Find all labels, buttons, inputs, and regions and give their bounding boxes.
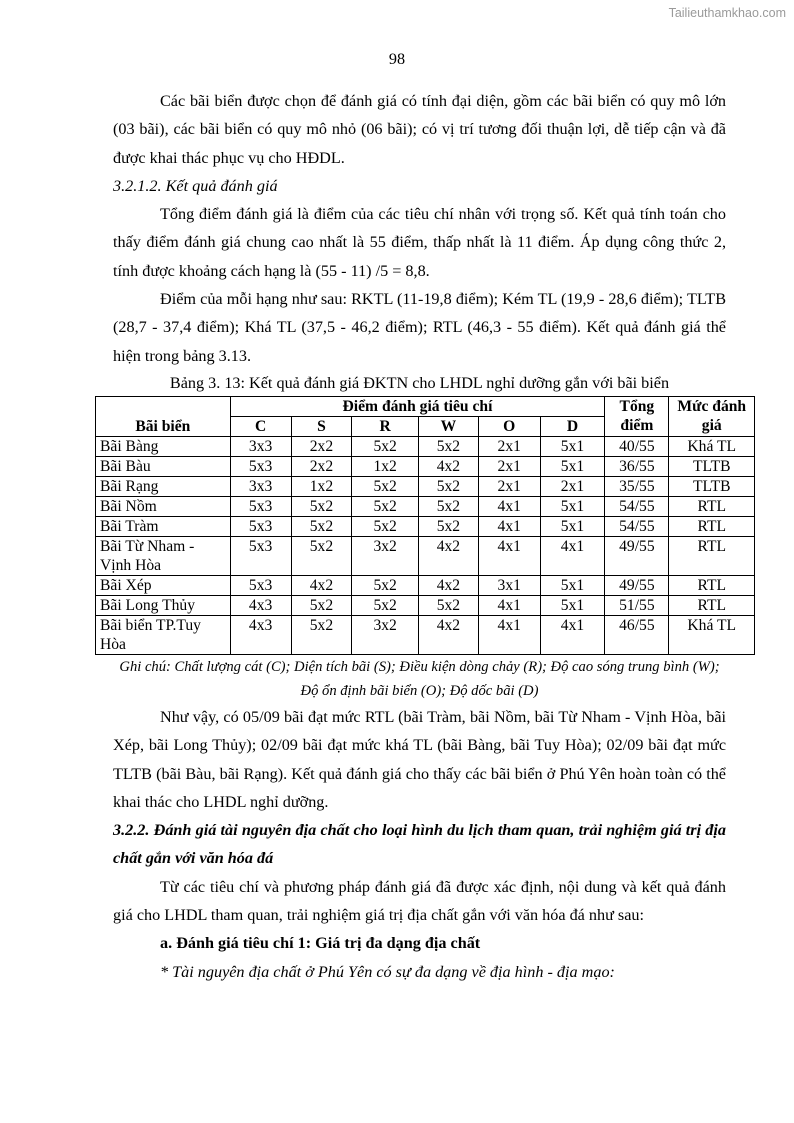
total-cell: 40/55	[605, 436, 669, 456]
score-cell: 5x2	[291, 516, 352, 536]
score-cell: 2x1	[478, 476, 540, 496]
score-cell: 5x2	[352, 595, 419, 615]
table-row	[96, 575, 755, 595]
score-cell: 5x2	[291, 496, 352, 516]
score-cell: 5x1	[540, 456, 605, 476]
total-cell: 49/55	[605, 575, 669, 595]
level-cell: TLTB	[669, 476, 755, 496]
score-cell: 5x2	[352, 575, 419, 595]
total-cell: 46/55	[605, 615, 669, 654]
header-total: Tổng điểm	[605, 396, 669, 436]
watermark: Tailieuthamkhao.com	[668, 6, 786, 20]
score-cell: 4x1	[540, 536, 605, 575]
score-cell: 4x2	[418, 615, 478, 654]
score-cell: 3x2	[352, 536, 419, 575]
paragraph-beach-selection: Các bãi biển được chọn để đánh giá có tính đại diện, gồm các bãi biển có quy mô lớn (03 bãi), các bãi biển có quy mô nhỏ (06 bãi); có vị trí tương đối thuận lợi, dễ tiếp cận và đã được khai thác phục vụ cho HĐDL.	[113, 92, 726, 167]
level-cell: RTL	[669, 595, 755, 615]
header-beach: Bãi biển	[96, 396, 231, 436]
subheading-criterion-1: a. Đánh giá tiêu chí 1: Giá trị đa dạng địa chất	[160, 934, 481, 953]
score-cell: 5x3	[230, 516, 291, 536]
table-row	[96, 595, 755, 615]
table-row	[96, 536, 755, 575]
table-body	[96, 436, 755, 654]
evaluation-table	[95, 396, 755, 655]
header-criterion-d: D	[540, 416, 605, 436]
score-cell: 5x1	[540, 595, 605, 615]
score-cell: 2x1	[478, 436, 540, 456]
table-row	[96, 615, 755, 654]
score-cell: 5x1	[540, 575, 605, 595]
score-cell: 3x1	[478, 575, 540, 595]
score-cell: 5x2	[352, 496, 419, 516]
score-cell: 5x2	[418, 595, 478, 615]
header-criterion-c: C	[230, 416, 291, 436]
score-cell: 2x2	[291, 456, 352, 476]
level-cell: RTL	[669, 575, 755, 595]
score-cell: 5x1	[540, 436, 605, 456]
level-cell: Khá TL	[669, 615, 755, 654]
beach-name-cell: Bãi Xép	[96, 575, 231, 595]
table-row	[96, 476, 755, 496]
score-cell: 5x1	[540, 516, 605, 536]
level-cell: TLTB	[669, 456, 755, 476]
score-cell: 4x3	[230, 615, 291, 654]
document-body	[100, 87, 747, 986]
score-cell: 1x2	[352, 456, 419, 476]
header-criterion-o: O	[478, 416, 540, 436]
score-cell: 4x1	[540, 615, 605, 654]
score-cell: 3x3	[230, 436, 291, 456]
score-cell: 5x2	[418, 476, 478, 496]
beach-name-cell: Bãi Bàng	[96, 436, 231, 456]
table-row	[96, 456, 755, 476]
total-cell: 54/55	[605, 516, 669, 536]
beach-name-cell: Bãi Rạng	[96, 476, 231, 496]
table-caption: Bảng 3. 13: Kết quả đánh giá ĐKTN cho LHDL nghỉ dưỡng gắn với bãi biển	[169, 373, 670, 392]
level-cell: Khá TL	[669, 436, 755, 456]
table-row	[96, 436, 755, 456]
table-row	[96, 516, 755, 536]
total-cell: 35/55	[605, 476, 669, 496]
beach-name-cell: Bãi biển TP.Tuy Hòa	[96, 615, 231, 654]
paragraph-conclusion: Như vậy, có 05/09 bãi đạt mức RTL (bãi Tràm, bãi Nồm, bãi Từ Nham - Vịnh Hòa, bãi Xép, bãi Long Thủy); 02/09 bãi đạt mức khá TL (bãi Bàng, bãi Tuy Hòa); 02/09 bãi đạt mức TLTB (bãi Bàu, bãi Rạng). Kết quả đánh giá cho thấy các bãi biển ở Phú Yên hoàn toàn có thể khai thác cho LHDL nghỉ dưỡng.	[113, 707, 726, 811]
beach-name-cell: Bãi Bàu	[96, 456, 231, 476]
paragraph-score-ranks: Điểm của mỗi hạng như sau: RKTL (11-19,8 điểm); Kém TL (19,9 - 28,6 điểm); TLTB (28,7 - 37,4 điểm); Khá TL (37,5 - 46,2 điểm); RTL (46,3 - 55 điểm). Kết quả đánh giá thể hiện trong bảng 3.13.	[113, 290, 726, 365]
table-row	[96, 496, 755, 516]
beach-name-cell: Bãi Tràm	[96, 516, 231, 536]
header-criterion-w: W	[418, 416, 478, 436]
header-criterion-r: R	[352, 416, 419, 436]
score-cell: 4x1	[478, 496, 540, 516]
score-cell: 5x1	[540, 496, 605, 516]
beach-name-cell: Bãi Nồm	[96, 496, 231, 516]
score-cell: 2x2	[291, 436, 352, 456]
level-cell: RTL	[669, 516, 755, 536]
score-cell: 4x2	[418, 575, 478, 595]
score-cell: 4x1	[478, 536, 540, 575]
beach-name-cell: Bãi Từ Nham - Vịnh Hòa	[96, 536, 231, 575]
table-header-row	[96, 396, 755, 416]
score-cell: 1x2	[291, 476, 352, 496]
score-cell: 4x2	[418, 456, 478, 476]
score-cell: 5x2	[291, 595, 352, 615]
score-cell: 5x2	[291, 536, 352, 575]
score-cell: 4x1	[478, 615, 540, 654]
score-cell: 4x1	[478, 516, 540, 536]
level-cell: RTL	[669, 496, 755, 516]
score-cell: 4x2	[418, 536, 478, 575]
score-cell: 5x2	[352, 516, 419, 536]
score-cell: 5x3	[230, 575, 291, 595]
score-cell: 4x2	[291, 575, 352, 595]
paragraph-criteria-intro: Từ các tiêu chí và phương pháp đánh giá đã được xác định, nội dung và kết quả đánh giá cho LHDL tham quan, trải nghiệm giá trị địa chất gắn với văn hóa đá như sau:	[113, 877, 726, 925]
beach-name-cell: Bãi Long Thủy	[96, 595, 231, 615]
total-cell: 51/55	[605, 595, 669, 615]
score-cell: 5x2	[418, 516, 478, 536]
score-cell: 4x3	[230, 595, 291, 615]
section-heading-3-2-1-2: 3.2.1.2. Kết quả đánh giá	[113, 176, 278, 195]
paragraph-total-score: Tổng điểm đánh giá là điểm của các tiêu chí nhân với trọng số. Kết quả tính toán cho thấy điểm đánh giá chung cao nhất là 55 điểm, thấp nhất là 11 điểm. Áp dụng công thức 2, tính được khoảng cách hạng là (55 - 11) /5 = 8,8.	[113, 205, 726, 280]
note-geology-diversity: * Tài nguyên địa chất ở Phú Yên có sự đa dạng về địa hình - địa mạo:	[160, 962, 615, 981]
page-number: 98	[388, 50, 406, 68]
header-criterion-s: S	[291, 416, 352, 436]
score-cell: 5x3	[230, 456, 291, 476]
score-cell: 5x2	[352, 476, 419, 496]
total-cell: 54/55	[605, 496, 669, 516]
header-level: Mức đánh giá	[669, 396, 755, 436]
total-cell: 49/55	[605, 536, 669, 575]
score-cell: 3x3	[230, 476, 291, 496]
score-cell: 5x2	[418, 496, 478, 516]
score-cell: 4x1	[478, 595, 540, 615]
section-heading-3-2-2: 3.2.2. Đánh giá tài nguyên địa chất cho loại hình du lịch tham quan, trải nghiệm giá trị địa chất gắn với văn hóa đá	[113, 821, 726, 868]
total-cell: 36/55	[605, 456, 669, 476]
score-cell: 5x2	[291, 615, 352, 654]
score-cell: 2x1	[478, 456, 540, 476]
table-note: Ghi chú: Chất lượng cát (C); Diện tích bãi (S); Điều kiện dòng chảy (R); Độ cao sóng trung bình (W); Độ ổn định bãi biển (O); Độ dốc bãi (D)	[119, 658, 720, 699]
score-cell: 2x1	[540, 476, 605, 496]
score-cell: 3x2	[352, 615, 419, 654]
score-cell: 5x3	[230, 536, 291, 575]
score-cell: 5x3	[230, 496, 291, 516]
score-cell: 5x2	[418, 436, 478, 456]
score-cell: 5x2	[352, 436, 419, 456]
level-cell: RTL	[669, 536, 755, 575]
header-criteria-group: Điểm đánh giá tiêu chí	[230, 396, 605, 416]
